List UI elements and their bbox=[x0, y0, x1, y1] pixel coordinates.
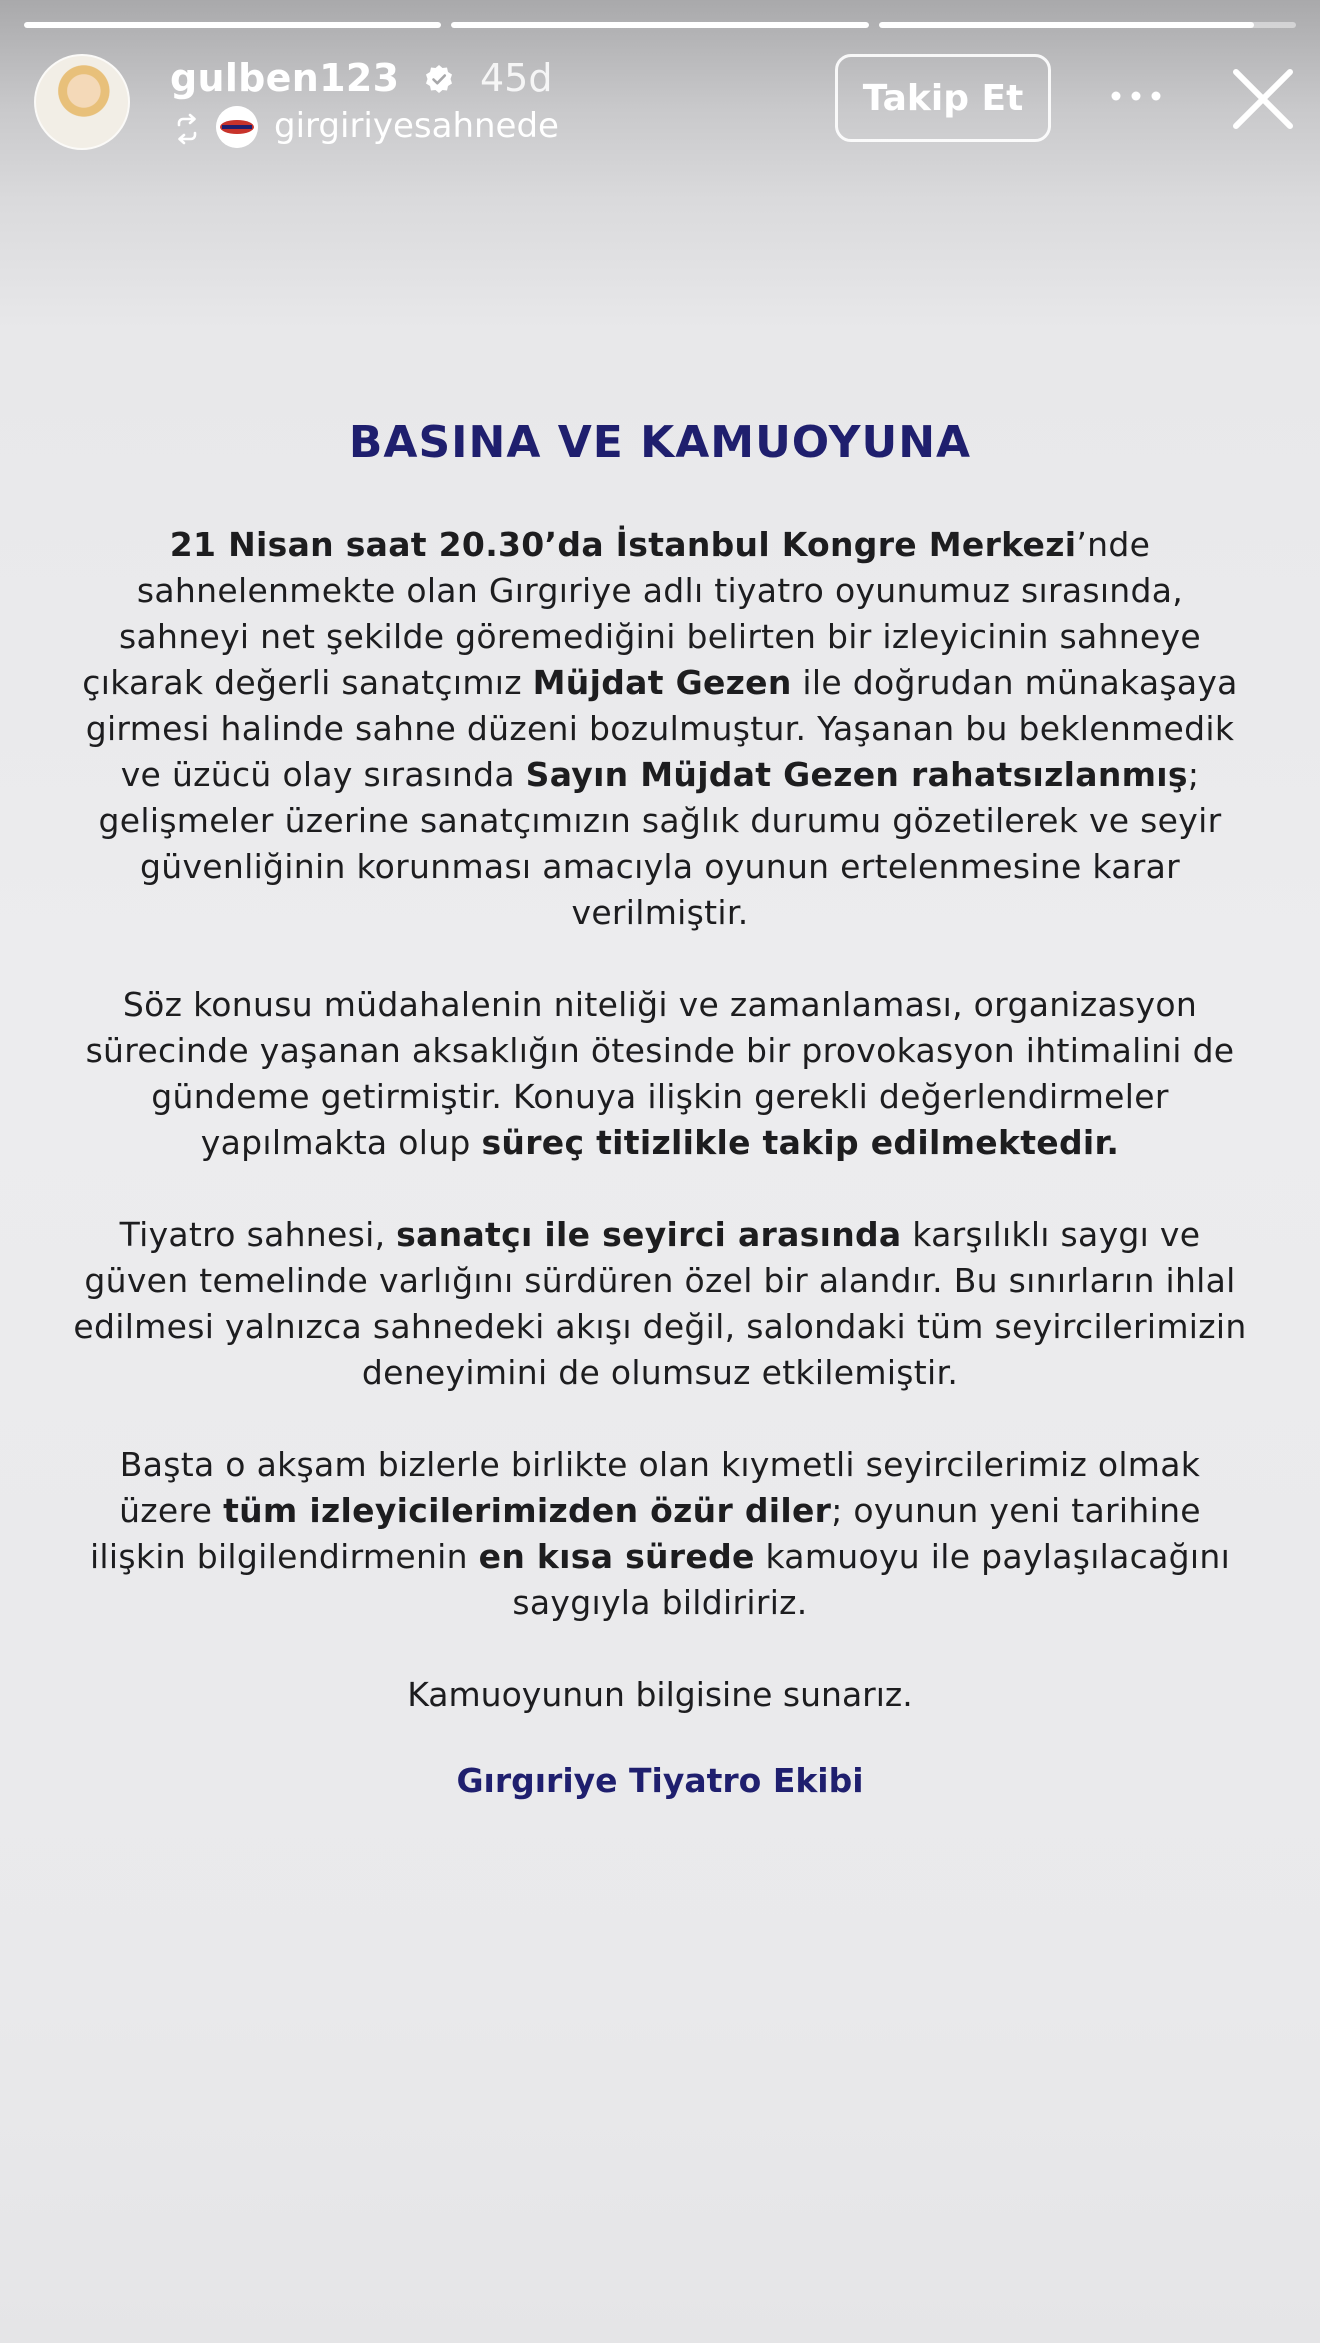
text: ; gelişmeler üzerine sanatçımızın sağlık durumu gözetilerek ve seyir güvenliğinin korunması amacıyla oyunun ertelenmesine karar verilmiştir. bbox=[98, 755, 1222, 932]
text: Tiyatro sahnesi, bbox=[119, 1215, 397, 1254]
post-time: 45d bbox=[480, 56, 553, 100]
statement-paragraph bbox=[70, 982, 1250, 1166]
text: ; oyunun yeni tarihine ilişkin bilgilendirmenin bbox=[89, 1491, 1201, 1576]
progress-fill bbox=[451, 22, 868, 28]
statement-paragraph bbox=[70, 1442, 1250, 1626]
text: ile doğrudan münakaşaya girmesi halinde sahne düzeni bozulmuştur. Yaşanan bu beklenmedik ve üzücü olay sırasında bbox=[85, 663, 1238, 794]
story-progress-segment bbox=[879, 22, 1296, 28]
text: Söz konusu müdahalenin niteliği ve zamanlaması, organizasyon sürecinde yaşanan aksaklığın ötesinde bir provokasyon ihtimalini de gündeme getirmiştir. Konuya ilişkin gerekli değerlendirmeler yapılmakta olup bbox=[85, 985, 1235, 1162]
bold-text: en kısa sürede bbox=[478, 1537, 755, 1576]
story-progress-bar bbox=[24, 22, 1296, 28]
bold-text: Müjdat Gezen bbox=[532, 663, 792, 702]
bold-text: 21 Nisan saat 20.30’da İstanbul Kongre Merkezi bbox=[169, 525, 1077, 564]
story-progress-segment bbox=[24, 22, 441, 28]
statement-closing: Kamuoyunun bilgisine sunarız. bbox=[407, 1675, 913, 1714]
more-options-icon[interactable] bbox=[1106, 76, 1166, 116]
source-account-name[interactable]: girgiriyesahnede bbox=[274, 106, 559, 146]
statement-paragraph bbox=[70, 522, 1250, 936]
bold-text: sanatçı ile seyirci arasında bbox=[396, 1215, 902, 1254]
bold-text: süreç titizlikle takip edilmektedir. bbox=[481, 1123, 1120, 1162]
verified-badge-icon bbox=[424, 64, 454, 94]
progress-fill bbox=[24, 22, 441, 28]
text: Başta o akşam bizlerle birlikte olan kıymetli seyircilerimiz olmak üzere bbox=[119, 1445, 1201, 1530]
statement-signature: Gırgıriye Tiyatro Ekibi bbox=[456, 1761, 864, 1800]
bold-text: tüm izleyicilerimizden özür diler bbox=[223, 1491, 832, 1530]
source-account-avatar[interactable] bbox=[216, 106, 258, 148]
text: karşılıklı saygı ve güven temelinde varlığını sürdüren özel bir alandır. Bu sınırların ihlal edilmesi yalnızca sahnedeki akışı değil, salondaki tüm seyircilerimizin deneyimini de olumsuz etkilemiştir. bbox=[73, 1215, 1247, 1392]
statement-paragraph bbox=[70, 1212, 1250, 1396]
progress-fill bbox=[879, 22, 1255, 28]
repost-icon bbox=[170, 112, 204, 146]
username[interactable]: gulben123 bbox=[170, 56, 400, 100]
story-progress-segment bbox=[451, 22, 868, 28]
story-header bbox=[34, 52, 1286, 152]
text: kamuoyu ile paylaşılacağını saygıyla bildiririz. bbox=[512, 1537, 1231, 1622]
close-icon[interactable] bbox=[1230, 66, 1296, 132]
statement-title: BASINA VE KAMUOYUNA bbox=[348, 417, 972, 468]
bold-text: Sayın Müjdat Gezen rahatsızlanmış bbox=[525, 755, 1188, 794]
text: ’nde sahnelenmekte olan Gırgıriye adlı tiyatro oyunumuz sırasında, sahneyi net şekilde göremediğini belirten bir izleyicinin sahneye çıkarak değerli sanatçımız bbox=[82, 525, 1201, 702]
follow-button[interactable]: Takip Et bbox=[835, 54, 1051, 142]
press-statement bbox=[70, 408, 1250, 1804]
user-avatar[interactable] bbox=[34, 54, 130, 150]
